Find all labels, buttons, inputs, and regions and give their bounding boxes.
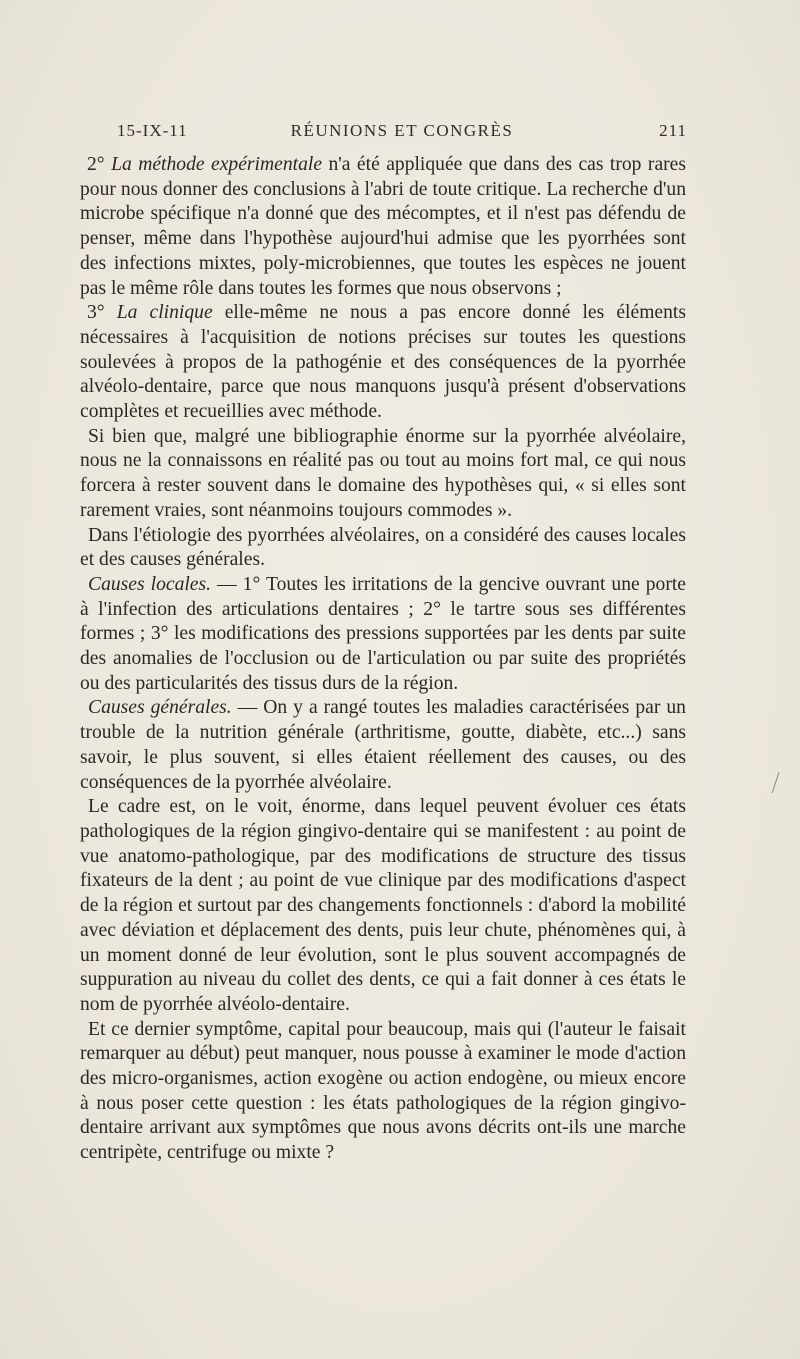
paragraph xyxy=(80,301,686,425)
header-date: 15-IX-11 xyxy=(117,121,188,140)
paragraph-text: — On y a rangé toutes les maladies caractérisées par un trouble de la nutrition générale (arthritisme, goutte, diabète, etc...) sans savoir, le plus souvent, si elles étaient réellement des causes, ou des conséquences de la pyorrhée alvéolaire. xyxy=(80,697,686,793)
enumeration: 3° xyxy=(87,302,117,324)
italic-term: La méthode expérimentale xyxy=(111,154,323,175)
running-header xyxy=(117,121,687,145)
paragraph-text: Si bien que, malgré une bibliographie énorme sur la pyorrhée alvéolaire, nous ne la connaissons en réalité pas ou tout au moins fort mal, ce qui nous forcera à rester souvent dans le domaine des hypothèses qui, « si elles sont rarement vraies, sont néanmoins toujours commodes ». xyxy=(80,425,686,521)
page-number: 211 xyxy=(659,121,687,140)
enumeration: 2° xyxy=(87,154,112,175)
margin-mark xyxy=(772,772,782,794)
italic-term: La clinique xyxy=(116,302,213,324)
paragraph xyxy=(80,696,686,795)
paragraph-text: — 1° Toutes les irritations de la gencive ouvrant une porte à l'infection des articulations dentaires ; 2° le tartre sous ses différentes formes ; 3° les modifications des pressions supportées par les dents par suite des anomalies de l'occlusion ou de l'articulation ou par suite des propriétés ou des particularités des tissus durs de la région. xyxy=(80,573,687,694)
paragraph-text: Le cadre est, on le voit, énorme, dans lequel peuvent évoluer ces états pathologiques de la région gingivo-dentaire qui se manifestent : au point de vue anatomo-pathologique, par des modifications de structure des tissus fixateurs de la dent ; au point de vue clinique par des modifications d'aspect de la région et surtout par des changements fonctionnels : d'abord la mobilité avec déviation et déplacement des dents, puis leur chute, phénomènes qui, à un moment donné de leur évolution, sont le plus souvent accompagnés de suppuration au niveau du collet des dents, ce qui a fait donner à ces états le nom de pyorrhée alvéolo-dentaire. xyxy=(80,796,686,1015)
paragraph-text: n'a été appliquée que dans des cas trop rares pour nous donner des conclusions à l'abri de toute critique. La recherche d'un microbe spécifique n'a donné que des mécomptes, et il n'est pas défendu de penser, même dans l'hypothèse aujourd'hui admise que les pyorrhées sont des infections mixtes, poly-microbiennes, que toutes les espèces ne jouent pas le même rôle dans toutes les formes que nous observons ; xyxy=(80,154,686,299)
paragraph xyxy=(80,524,686,573)
paragraph-text: Dans l'étiologie des pyorrhées alvéolaires, on a considéré des causes locales et des causes générales. xyxy=(80,524,686,571)
paragraph xyxy=(80,153,686,301)
italic-heading: Causes locales. xyxy=(88,573,212,595)
paragraph-text: Et ce dernier symptôme, capital pour beaucoup, mais qui (l'auteur le faisait remarquer au début) peut manquer, nous pousse à examiner le mode d'action des micro-organismes, action exogène ou action endogène, ou mieux encore à nous poser cette question : les états pathologiques de la région gingivo-dentaire arrivant aux symptômes que nous avons décrits ont-ils une marche centripète, centrifuge ou mixte ? xyxy=(80,1018,686,1164)
paragraph xyxy=(80,425,686,524)
paragraph-text: elle-même ne nous a pas encore donné les éléments nécessaires à l'acquisition de notions précises sur toutes les questions soulevées à propos de la pathogénie et des conséquences de la pyorrhée alvéolo-dentaire, parce que nous manquons jusqu'à présent d'observations complètes et recueillies avec méthode. xyxy=(80,302,686,423)
header-section-title: RÉUNIONS ET CONGRÈS xyxy=(290,121,514,140)
body-text xyxy=(80,153,686,1166)
paragraph xyxy=(80,795,686,1017)
paragraph xyxy=(80,1018,686,1166)
italic-heading: Causes générales. xyxy=(88,697,232,719)
paragraph xyxy=(80,573,686,697)
